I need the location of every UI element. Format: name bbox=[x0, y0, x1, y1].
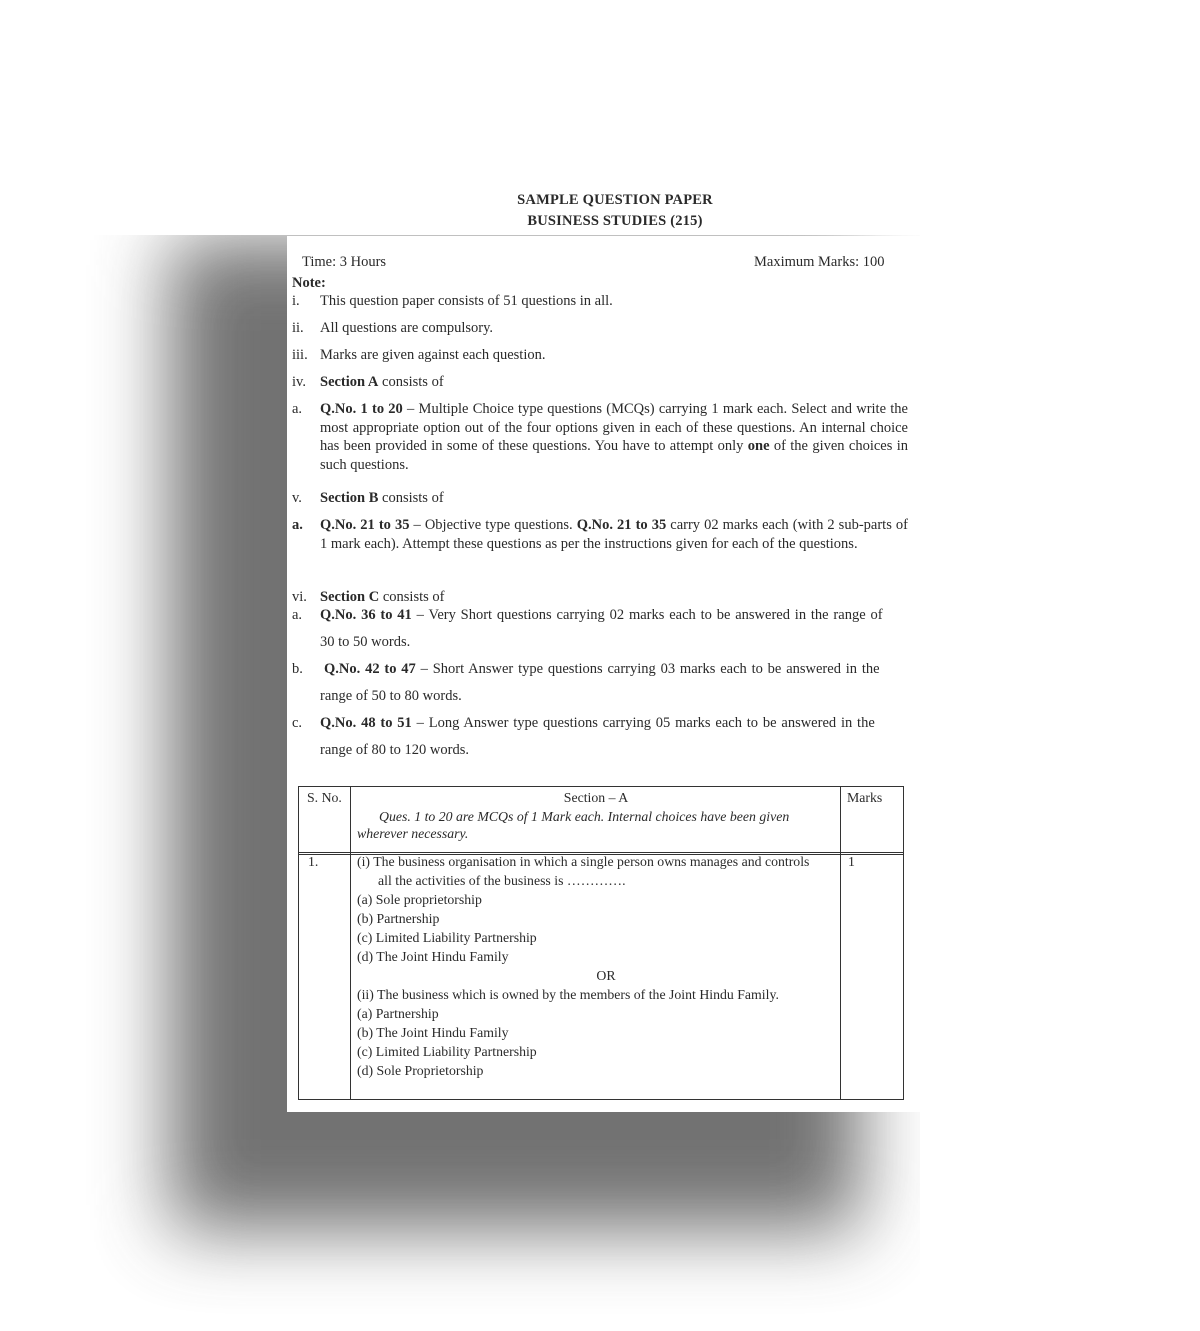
qno-range: Q.No. 42 to 47 bbox=[324, 661, 416, 677]
option: (a) Partnership bbox=[357, 1006, 439, 1021]
sub-num: a. bbox=[292, 607, 303, 623]
section-b-description bbox=[320, 516, 908, 553]
option: (c) Limited Liability Partnership bbox=[357, 1044, 537, 1059]
or-separator: OR bbox=[596, 968, 616, 983]
option: (b) Partnership bbox=[357, 911, 440, 926]
sub-num: a. bbox=[292, 401, 303, 417]
note-num: ii. bbox=[292, 320, 304, 336]
description-text: – Multiple Choice type questions (MCQs) carrying 1 mark each. Select and write the most appropriate option out of the four options given in each of these questions. An internal choice has been provided in some of these questions. You have to attempt only bbox=[320, 401, 908, 454]
time-label: Time: 3 Hours bbox=[302, 254, 387, 270]
option: (c) Limited Liability Partnership bbox=[357, 930, 537, 945]
question-table bbox=[298, 786, 904, 1100]
section-c-b-cont: range of 50 to 80 words. bbox=[320, 688, 462, 704]
qno-range: Q.No. 21 to 35 bbox=[576, 517, 667, 533]
section-c-b-text bbox=[324, 660, 908, 679]
note-text: Marks are given against each question. bbox=[320, 347, 546, 363]
description-text: of the given choices in such questions. bbox=[320, 438, 908, 473]
section-a-suffix: consists of bbox=[378, 374, 444, 390]
sub-num: c. bbox=[292, 715, 303, 731]
option: (d) The Joint Hindu Family bbox=[357, 949, 509, 964]
section-a-line bbox=[320, 373, 444, 392]
paper-header bbox=[400, 190, 830, 232]
section-c-line bbox=[320, 588, 444, 607]
note-num: i. bbox=[292, 293, 300, 309]
option: (a) Sole proprietorship bbox=[357, 892, 482, 907]
note-num: vi. bbox=[292, 589, 307, 605]
option: (b) The Joint Hindu Family bbox=[357, 1025, 509, 1040]
note-num: iii. bbox=[292, 347, 308, 363]
section-c-a-text bbox=[320, 606, 908, 625]
section-b-line bbox=[320, 489, 444, 508]
paper-title: SAMPLE QUESTION PAPER bbox=[517, 192, 713, 208]
section-c-label: Section C bbox=[320, 589, 380, 605]
description-text: – Short Answer type questions carrying 03 marks each to be answered in the bbox=[415, 661, 880, 677]
row-sno: 1. bbox=[308, 854, 319, 869]
qno-range: Q.No. 1 to 20 bbox=[320, 401, 403, 417]
description-text: – Objective type questions. bbox=[409, 517, 577, 533]
column-divider bbox=[350, 787, 351, 1099]
section-a-label: Section A bbox=[320, 374, 379, 390]
question-1-ii: (ii) The business which is owned by the members of the Joint Hindu Family. bbox=[357, 987, 779, 1002]
background-right bbox=[920, 0, 1200, 1331]
section-c-a-cont: 30 to 50 words. bbox=[320, 634, 411, 650]
header-sno: S. No. bbox=[307, 790, 342, 805]
sub-num: b. bbox=[292, 661, 303, 677]
note-heading: Note: bbox=[292, 275, 326, 291]
question-1-i: (i) The business organisation in which a single person owns manages and controls bbox=[357, 854, 810, 869]
note-text: This question paper consists of 51 questions in all. bbox=[320, 293, 613, 309]
section-b-suffix: consists of bbox=[378, 490, 444, 506]
note-num: v. bbox=[292, 490, 302, 506]
section-c-c-text bbox=[320, 714, 908, 733]
qno-range: Q.No. 21 to 35 bbox=[320, 517, 410, 533]
qno-range: Q.No. 48 to 51 bbox=[320, 715, 412, 731]
question-1-i-cont: all the activities of the business is …………. bbox=[378, 873, 626, 888]
section-b-label: Section B bbox=[320, 490, 379, 506]
column-divider bbox=[840, 787, 841, 1099]
sub-num: a. bbox=[292, 517, 303, 533]
description-text: – Very Short questions carrying 02 marks each to be answered in the range of bbox=[411, 607, 883, 623]
note-num: iv. bbox=[292, 374, 306, 390]
qno-range: Q.No. 36 to 41 bbox=[320, 607, 412, 623]
row-marks: 1 bbox=[848, 854, 855, 869]
option: (d) Sole Proprietorship bbox=[357, 1063, 484, 1078]
max-marks-label: Maximum Marks: 100 bbox=[754, 254, 885, 270]
emphasis: one bbox=[747, 438, 770, 454]
section-a-description bbox=[320, 400, 908, 474]
section-c-c-cont: range of 80 to 120 words. bbox=[320, 742, 470, 758]
header-marks: Marks bbox=[847, 790, 883, 805]
section-c-suffix: consists of bbox=[379, 589, 445, 605]
note-text: All questions are compulsory. bbox=[320, 320, 494, 336]
description-text: – Long Answer type questions carrying 05 marks each to be answered in the bbox=[411, 715, 875, 731]
header-section: Section – A bbox=[563, 790, 629, 805]
paper-subject: BUSINESS STUDIES (215) bbox=[527, 213, 703, 229]
description-text: carry 02 marks each (with 2 sub-parts of 1 mark each). Attempt these questions as per the instructions given for each of the questions. bbox=[320, 517, 908, 552]
header-section-note: Ques. 1 to 20 are MCQs of 1 Mark each. Internal choices have been given wherever necessary. bbox=[357, 809, 790, 841]
